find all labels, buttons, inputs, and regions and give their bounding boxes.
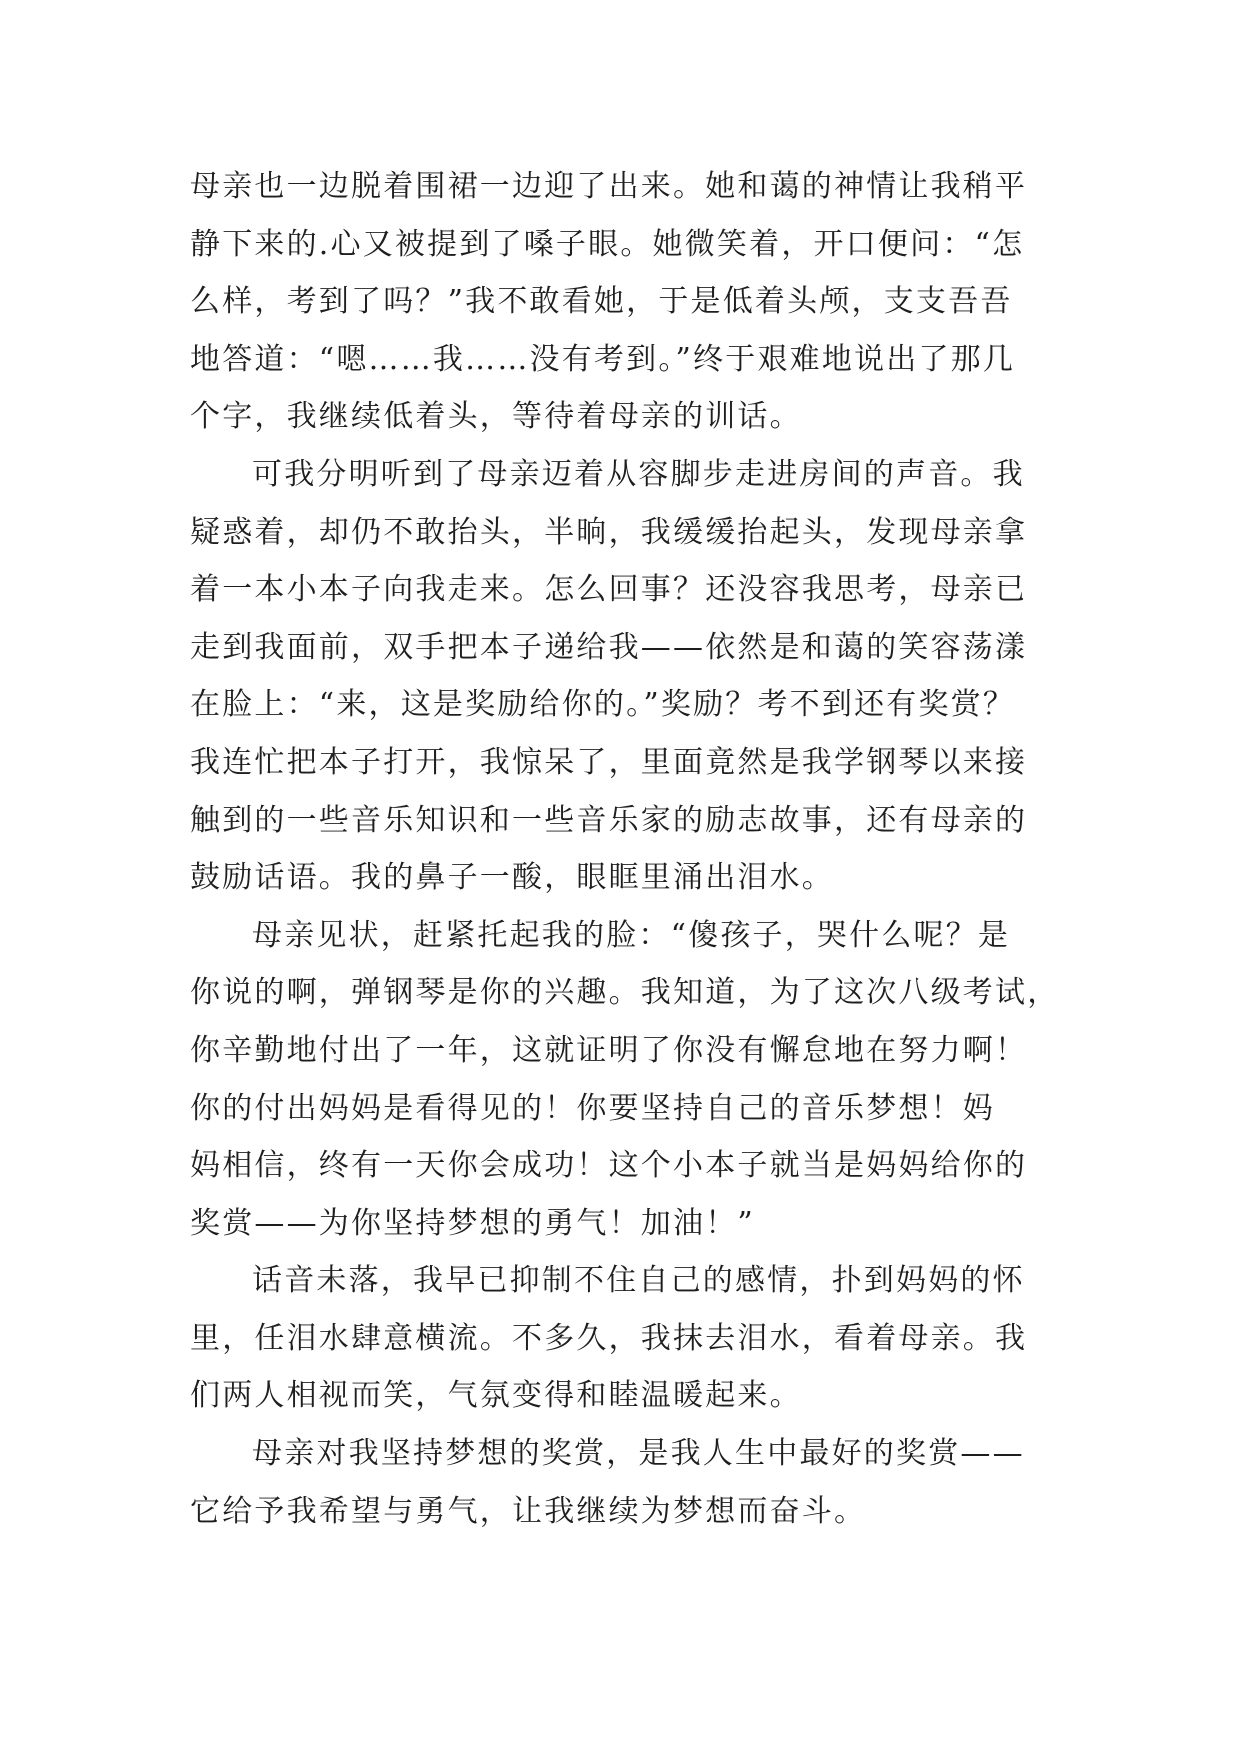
text-line: 走到我面前，双手把本子递给我——依然是和蔼的笑容荡漾 — [190, 629, 1028, 665]
text-line: 母亲见状，赶紧托起我的脸：“傻孩子，哭什么呢？是 — [252, 917, 1011, 953]
text-line: 你的付出妈妈是看得见的！你要坚持自己的音乐梦想！妈 — [190, 1090, 995, 1126]
text-line: 可我分明听到了母亲迈着从容脚步走进房间的声音。我 — [252, 456, 1025, 492]
text-line: 它给予我希望与勇气，让我继续为梦想而奋斗。 — [190, 1493, 867, 1529]
text-line: 触到的一些音乐知识和一些音乐家的励志故事，还有母亲的 — [190, 802, 1028, 838]
text-line: 话音未落，我早已抑制不住自己的感情，扑到妈妈的怀 — [252, 1263, 1025, 1299]
text-line: 着一本小本子向我走来。怎么回事？还没容我思考，母亲已 — [190, 572, 1028, 608]
text-line: 里，任泪水肆意横流。不多久，我抹去泪水，看着母亲。我 — [190, 1320, 1028, 1356]
text-line: 静下来的.心又被提到了嗓子眼。她微笑着，开口便问：“怎 — [190, 226, 1025, 262]
paragraph-1 — [190, 158, 1070, 446]
text-line: 在脸上：“来，这是奖励给你的。”奖励？考不到还有奖赏？ — [190, 687, 1016, 723]
text-line: 奖赏——为你坚持梦想的勇气！加油！” — [190, 1205, 755, 1241]
text-line: 么样，考到了吗？”我不敢看她，于是低着头颅，支支吾吾 — [190, 284, 1013, 320]
text-line: 母亲对我坚持梦想的奖赏，是我人生中最好的奖赏—— — [252, 1436, 1025, 1472]
paragraph-5 — [190, 1425, 1070, 1540]
paragraph-2 — [190, 446, 1070, 907]
text-line: 你说的啊，弹钢琴是你的兴趣。我知道，为了这次八级考试， — [190, 975, 1060, 1011]
document-body — [190, 158, 1070, 1540]
text-line: 个字，我继续低着头，等待着母亲的训话。 — [190, 399, 802, 435]
text-line: 地答道：“嗯……我……没有考到。”终于艰难地说出了那几 — [190, 341, 1016, 377]
paragraph-3 — [190, 907, 1070, 1253]
text-line: 你辛勤地付出了一年，这就证明了你没有懈怠地在努力啊！ — [190, 1032, 1028, 1068]
text-line: 妈相信，终有一天你会成功！这个小本子就当是妈妈给你的 — [190, 1148, 1028, 1184]
text-line: 鼓励话语。我的鼻子一酸，眼眶里涌出泪水。 — [190, 860, 834, 896]
paragraph-4 — [190, 1252, 1070, 1425]
text-line: 疑惑着，却仍不敢抬头，半晌，我缓缓抬起头，发现母亲拿 — [190, 514, 1028, 550]
text-line: 我连忙把本子打开，我惊呆了，里面竟然是我学钢琴以来接 — [190, 744, 1028, 780]
text-line: 们两人相视而笑，气氛变得和睦温暖起来。 — [190, 1378, 802, 1414]
text-line: 母亲也一边脱着围裙一边迎了出来。她和蔼的神情让我稍平 — [190, 169, 1028, 204]
